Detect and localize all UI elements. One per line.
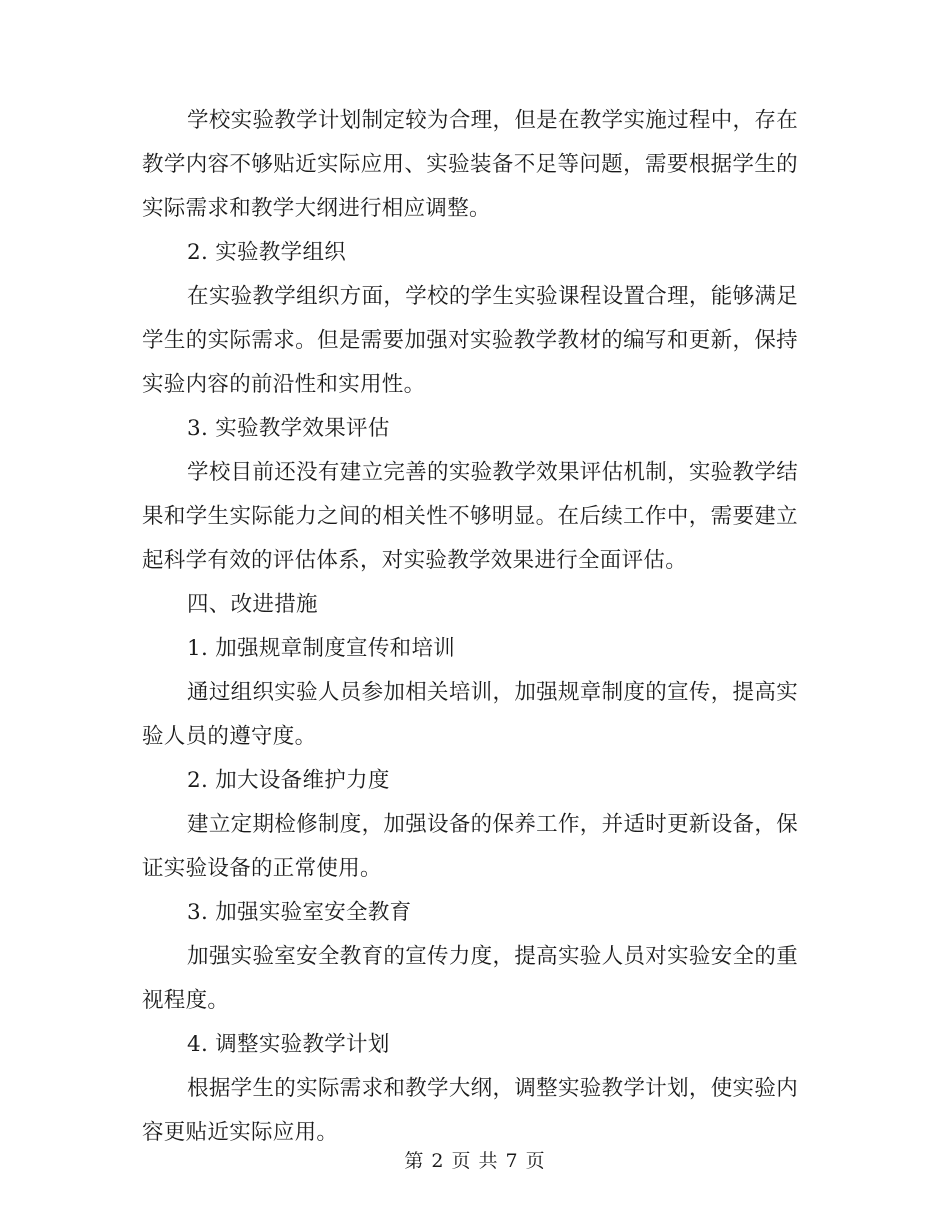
paragraph-lab-safety: 加强实验室安全教育的宣传力度，提高实验人员对实验安全的重视程度。 bbox=[142, 944, 798, 1013]
heading-effect-evaluation: 3. 实验教学效果评估 bbox=[187, 416, 390, 441]
paragraph-regulation-training: 通过组织实验人员参加相关培训，加强规章制度的宣传，提高实验人员的遵守度。 bbox=[142, 680, 798, 749]
heading-lab-safety: 3. 加强实验室安全教育 bbox=[187, 900, 412, 925]
paragraph-plan-assessment: 学校实验教学计划制定较为合理，但是在教学实施过程中，存在教学内容不够贴近实际应用、实验装备不足等问题，需要根据学生的实际需求和教学大纲进行相应调整。 bbox=[142, 108, 798, 221]
paragraph-effect-evaluation: 学校目前还没有建立完善的实验教学效果评估机制，实验教学结果和学生实际能力之间的相关性不够明显。在后续工作中，需要建立起科学有效的评估体系，对实验教学效果进行全面评估。 bbox=[142, 460, 798, 573]
heading-improvement-measures: 四、改进措施 bbox=[187, 592, 318, 617]
heading-adjust-plan: 4. 调整实验教学计划 bbox=[187, 1032, 390, 1057]
paragraph-adjust-plan: 根据学生的实际需求和教学大纲，调整实验教学计划，使实验内容更贴近实际应用。 bbox=[142, 1076, 798, 1145]
paragraph-equipment-maintenance: 建立定期检修制度，加强设备的保养工作，并适时更新设备，保证实验设备的正常使用。 bbox=[142, 812, 798, 881]
page-number-footer: 第 2 页 共 7 页 bbox=[404, 1150, 546, 1172]
paragraph-teaching-organization: 在实验教学组织方面，学校的学生实验课程设置合理，能够满足学生的实际需求。但是需要加强对实验教学教材的编写和更新，保持实验内容的前沿性和实用性。 bbox=[142, 284, 798, 397]
document-body bbox=[142, 99, 798, 1155]
heading-equipment-maintenance: 2. 加大设备维护力度 bbox=[187, 768, 390, 793]
heading-teaching-organization: 2. 实验教学组织 bbox=[187, 240, 347, 265]
heading-regulation-training: 1. 加强规章制度宣传和培训 bbox=[187, 636, 456, 661]
